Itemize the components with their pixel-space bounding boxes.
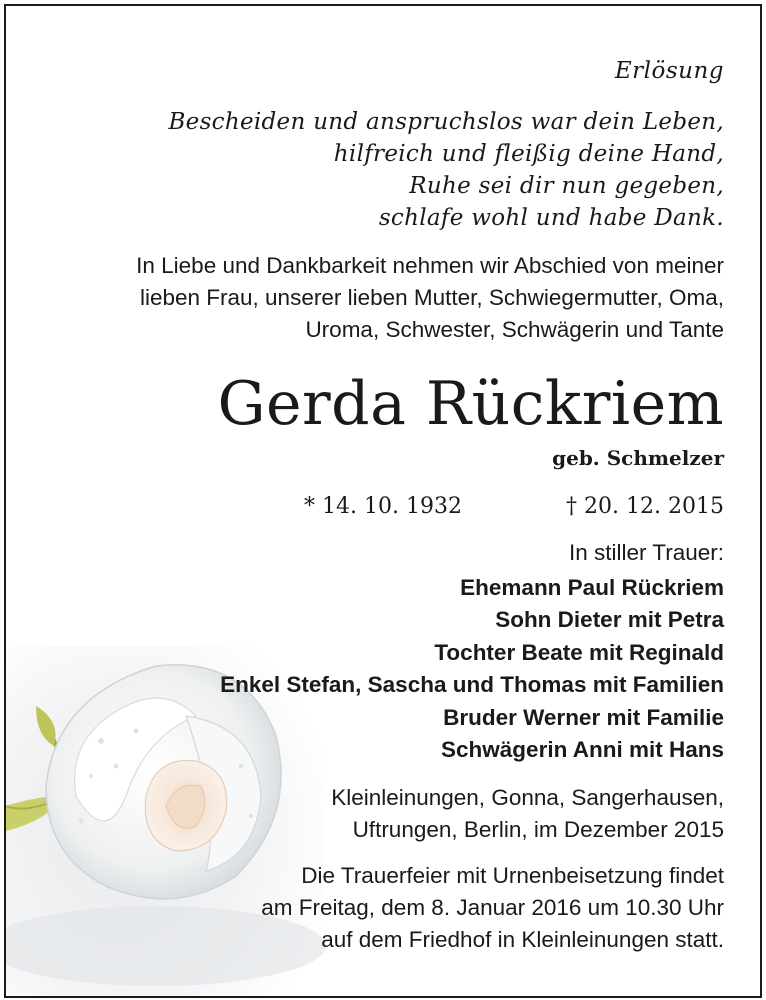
mourner-item: Schwägerin Anni mit Hans [441,737,724,763]
life-dates [304,494,724,524]
verse-line: Ruhe sei dir nun gegeben, [409,173,724,199]
verse-title: Erlösung [614,58,724,84]
mourner-item: Sohn Dieter mit Petra [495,607,724,633]
obituary-notice [4,4,762,998]
mourning-title: In stiller Trauer: [568,540,724,565]
maiden-name: geb. Schmelzer [552,446,724,470]
intro-line: In Liebe und Dankbarkeit nehmen wir Abschied von meiner [136,253,724,278]
birth-date: * 14. 10. 1932 [304,494,462,519]
verse-line: Bescheiden und anspruchslos war dein Leben, [168,109,724,135]
places-line: Uftrungen, Berlin, im Dezember 2015 [352,817,724,842]
verse-line: hilfreich und fleißig deine Hand, [333,141,724,167]
intro-line: Uroma, Schwester, Schwägerin und Tante [305,317,724,342]
verse [168,106,724,234]
intro-text [136,250,724,346]
death-date: † 20. 12. 2015 [566,494,724,519]
service-line: auf dem Friedhof in Kleinleinungen statt. [321,927,724,952]
service-line: am Freitag, dem 8. Januar 2016 um 10.30 Uhr [261,895,724,920]
verse-line: schlafe wohl und habe Dank. [378,205,724,231]
mourner-item: Enkel Stefan, Sascha und Thomas mit Familien [220,672,724,698]
deceased-name: Gerda Rückriem [217,369,724,439]
mourners-list [220,572,724,766]
mourner-item: Ehemann Paul Rückriem [460,575,724,600]
funeral-service-info [261,860,724,956]
service-line: Die Trauerfeier mit Urnenbeisetzung findet [301,863,724,888]
mourner-item: Tochter Beate mit Reginald [434,639,724,665]
places-line: Kleinleinungen, Gonna, Sangerhausen, [331,785,724,810]
mourner-item: Bruder Werner mit Familie [443,704,724,730]
places-and-date [331,782,724,846]
intro-line: lieben Frau, unserer lieben Mutter, Schwiegermutter, Oma, [139,285,724,310]
